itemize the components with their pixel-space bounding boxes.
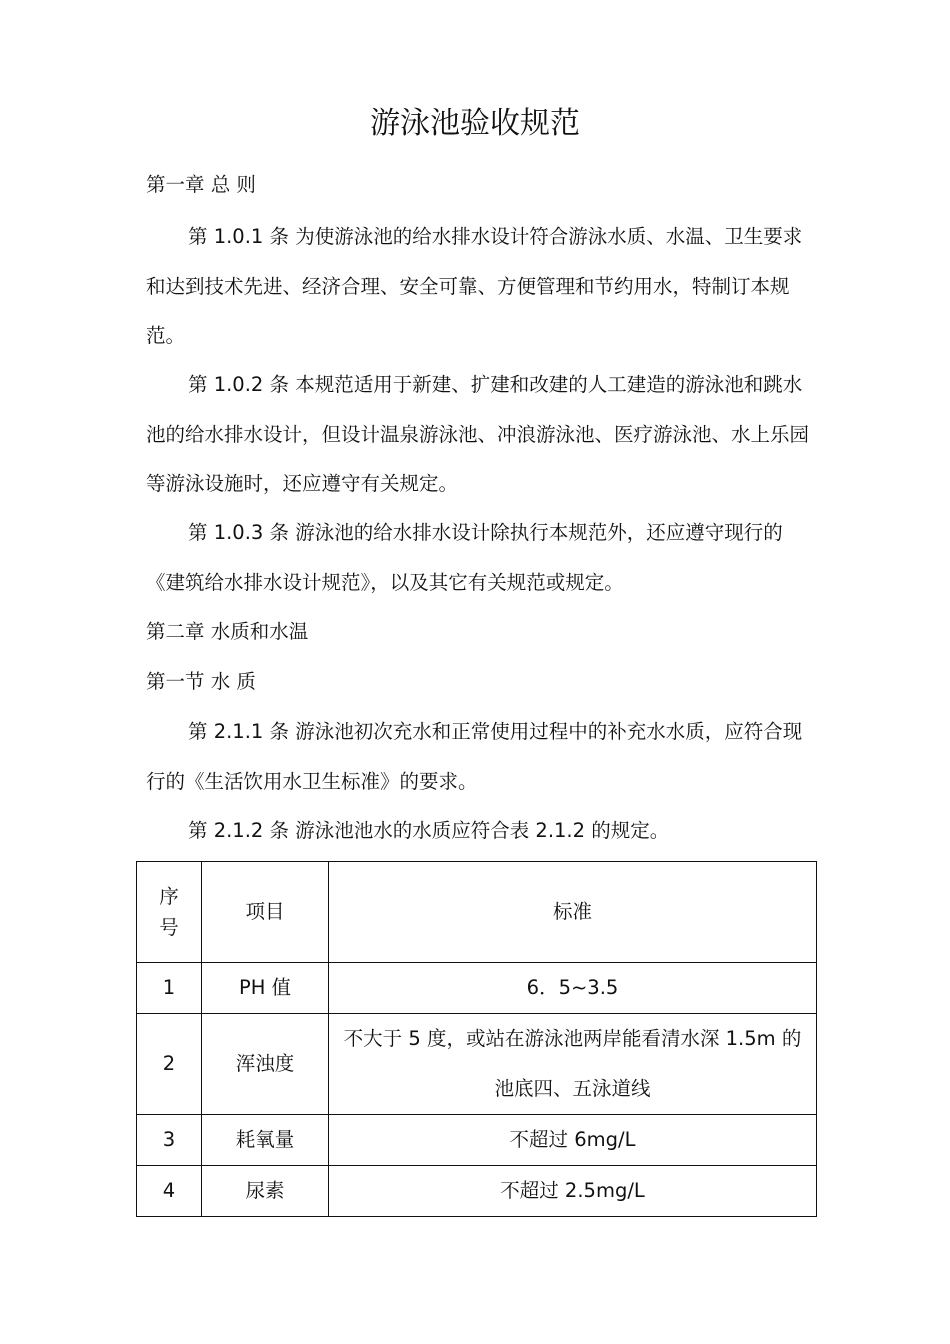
document-title: 游泳池验收规范 <box>370 106 580 141</box>
header-standard: 标准 <box>329 862 817 963</box>
header-seq <box>137 862 202 963</box>
row-item: 耗氧量 <box>202 1115 329 1166</box>
header-item: 项目 <box>202 862 329 963</box>
chapter2-heading: 第二章 水质和水温 <box>146 620 309 643</box>
row-standard: 6．5~3.5 <box>329 963 817 1014</box>
article-1-0-2: 第 1.0.2 条 本规范适用于新建、扩建和改建的人工建造的游泳池和跳水池的给水排水设计，但设计温泉游泳池、冲浪游泳池、医疗游泳池、水上乐园等游泳设施时，还应遵守有关规定。 <box>146 373 810 495</box>
article-1-0-1: 第 1.0.1 条 为使游泳池的给水排水设计符合游泳水质、水温、卫生要求和达到技术先进、经济合理、安全可靠、方便管理和节约用水，特制订本规范。 <box>146 225 803 347</box>
row-standard: 不大于 5 度，或站在游泳池两岸能看清水深 1.5m 的池底四、五泳道线 <box>329 1014 817 1115</box>
row-standard: 不超过 2.5mg/L <box>329 1166 817 1217</box>
row-seq: 2 <box>137 1014 202 1115</box>
row-standard: 不超过 6mg/L <box>329 1115 817 1166</box>
row-item: PH 值 <box>202 963 329 1014</box>
row-seq: 1 <box>137 963 202 1014</box>
article-2-1-1: 第 2.1.1 条 游泳池初次充水和正常使用过程中的补充水水质，应符合现行的《生活饮用水卫生标准》的要求。 <box>146 720 803 793</box>
table-row <box>137 1166 817 1217</box>
table-header-row <box>137 862 817 963</box>
article-2-1-2: 第 2.1.2 条 游泳池池水的水质应符合表 2.1.2 的规定。 <box>188 819 670 842</box>
table-row <box>137 1115 817 1166</box>
row-seq: 3 <box>137 1115 202 1166</box>
row-item: 尿素 <box>202 1166 329 1217</box>
chapter1-heading: 第一章 总 则 <box>146 173 256 196</box>
table-row <box>137 963 817 1014</box>
row-seq: 4 <box>137 1166 202 1217</box>
article-1-0-3: 第 1.0.3 条 游泳池的给水排水设计除执行本规范外，还应遵守现行的《建筑给水排水设计规范》，以及其它有关规范或规定。 <box>146 521 783 594</box>
header-seq-label: 序号 <box>159 885 179 939</box>
section1-heading: 第一节 水 质 <box>146 670 256 693</box>
table-row <box>137 1014 817 1115</box>
row-item: 浑浊度 <box>202 1014 329 1115</box>
water-quality-table <box>136 861 817 1217</box>
